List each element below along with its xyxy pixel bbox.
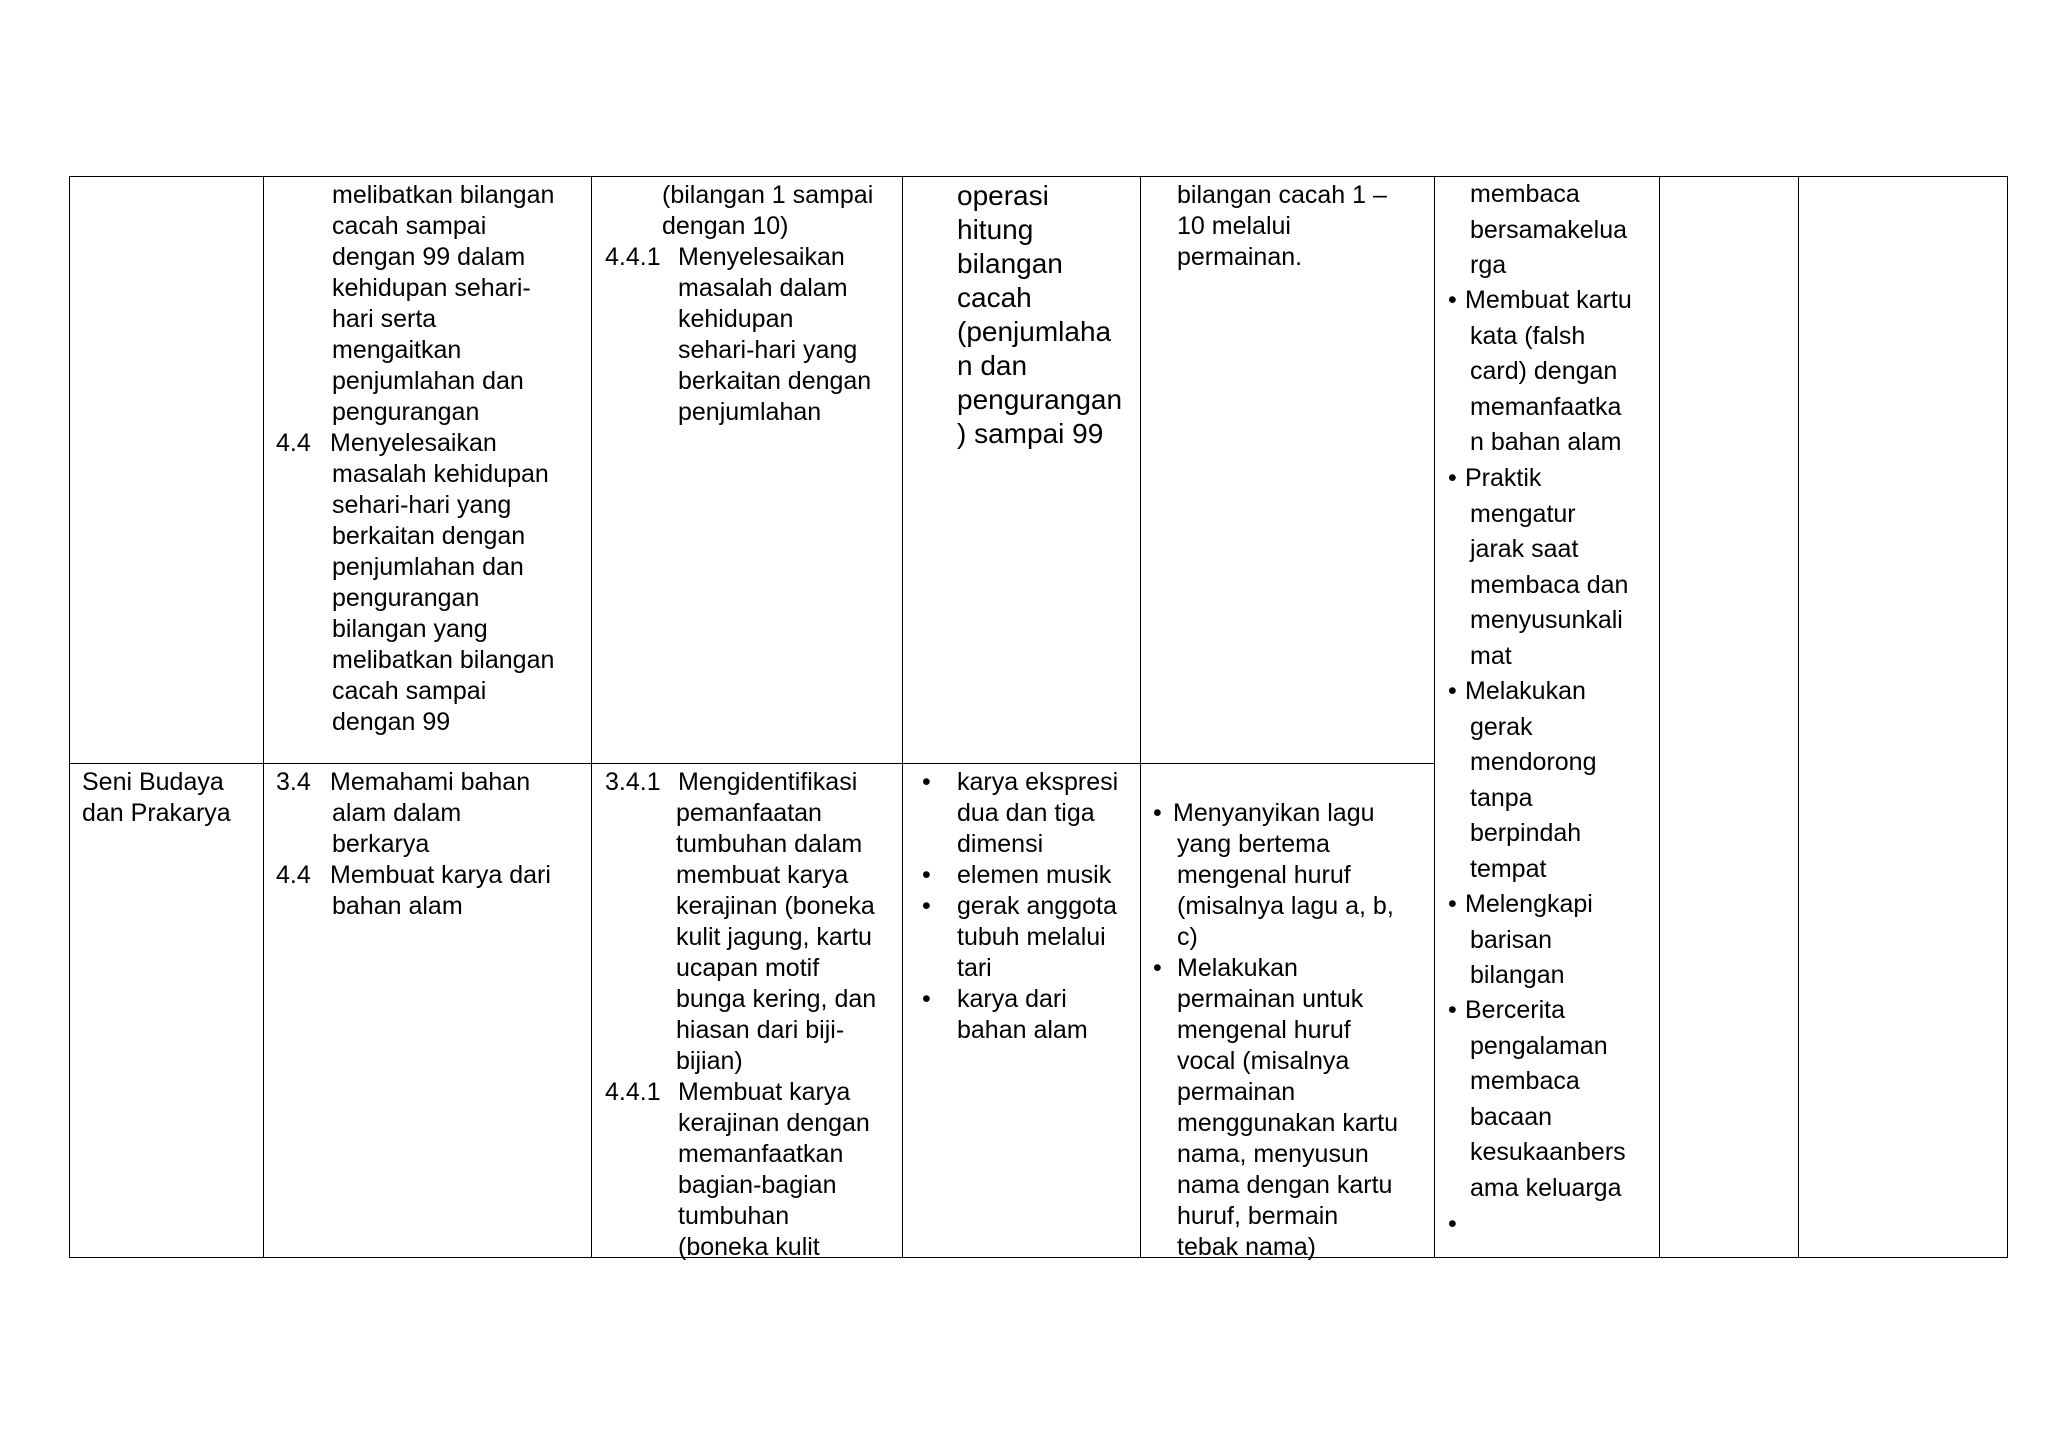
text-line: jarak saat xyxy=(1470,535,1579,564)
text-line: Menyelesaikan xyxy=(330,429,497,457)
text-line: melibatkan bilangan xyxy=(332,181,555,209)
col6-item xyxy=(1465,993,1626,1207)
text-line: mendorong xyxy=(1470,748,1597,777)
text-line: operasi xyxy=(957,180,1049,211)
text-line: pengalaman xyxy=(1470,1031,1608,1060)
row1-col4-text xyxy=(957,179,1122,451)
bullet-marker: • xyxy=(1448,996,1457,1024)
text-line: 10 melalui xyxy=(1177,212,1291,240)
competency-text xyxy=(330,860,551,922)
text-line: ama keluarga xyxy=(1470,1173,1622,1202)
text-line: kehidupan sehari- xyxy=(332,274,531,302)
text-line: mengenal huruf xyxy=(1177,861,1351,889)
text-line: tempat xyxy=(1470,854,1547,883)
text-line: Membuat karya xyxy=(678,1078,851,1106)
text-line: Membuat karya dari xyxy=(330,861,551,889)
material-item xyxy=(957,860,1111,891)
text-line: pemanfaatan xyxy=(676,799,822,827)
text-line: bilangan xyxy=(957,248,1063,279)
text-line: (bilangan 1 sampai xyxy=(662,181,874,209)
text-line: huruf, bermain xyxy=(1177,1202,1339,1230)
col6-item xyxy=(1465,461,1628,675)
text-line: Menyanyikan lagu xyxy=(1173,799,1375,827)
text-line: yang bertema xyxy=(1177,830,1330,858)
text-line: permainan xyxy=(1177,1078,1296,1106)
bullet-marker: • xyxy=(1448,677,1457,705)
text-line: kata (falsh xyxy=(1470,321,1586,350)
text-line: gerak xyxy=(1470,712,1533,741)
text-line: permainan. xyxy=(1177,243,1303,271)
text-line: (misalnya lagu a, b, xyxy=(1177,892,1394,920)
col6-item xyxy=(1465,283,1632,461)
text-line: dengan 99 xyxy=(332,708,451,736)
text-line: Mengidentifikasi xyxy=(678,768,858,796)
text-line: tebak nama) xyxy=(1177,1233,1316,1261)
row1-col3-text xyxy=(662,180,873,242)
text-line: Praktik xyxy=(1465,464,1542,492)
text-line: berpindah xyxy=(1470,819,1582,848)
text-line: hari serta xyxy=(332,305,437,333)
text-line: bacaan xyxy=(1470,1102,1553,1131)
text-line: masalah kehidupan xyxy=(332,460,549,488)
bullet-marker: • xyxy=(1153,954,1162,982)
text-line: sehari-hari yang xyxy=(678,336,858,364)
text-line: mengatur xyxy=(1470,499,1576,528)
text-line: Melengkapi xyxy=(1465,890,1593,918)
text-line: cacah sampai xyxy=(332,212,487,240)
text-line: cacah xyxy=(957,282,1032,313)
text-line: karya dari xyxy=(957,985,1067,1013)
text-line: bagian-bagian xyxy=(678,1171,837,1199)
column-divider xyxy=(1434,177,1435,1257)
text-line: tubuh melalui xyxy=(957,923,1106,951)
text-line: pengurangan xyxy=(332,398,480,426)
text-line: Bercerita xyxy=(1465,996,1566,1024)
bullet-marker: • xyxy=(922,985,931,1013)
text-line: tumbuhan dalam xyxy=(676,830,863,858)
col6-intro xyxy=(1470,177,1627,284)
text-line: (boneka kulit xyxy=(678,1233,820,1261)
text-line: dengan 10) xyxy=(662,212,789,240)
text-line: rga xyxy=(1470,251,1507,280)
text-line: dengan 99 dalam xyxy=(332,243,526,271)
text-line: berkarya xyxy=(332,830,430,858)
text-line: karya ekspresi xyxy=(957,768,1119,796)
text-line: n dan xyxy=(957,350,1028,381)
bullet-marker: • xyxy=(922,861,931,889)
text-line: hitung xyxy=(957,214,1034,245)
indicator-number: 3.4.1 xyxy=(605,768,661,796)
text-line: membaca dan xyxy=(1470,570,1629,599)
material-item xyxy=(957,767,1118,860)
bullet-marker: • xyxy=(922,768,931,796)
text-line: (penjumlaha xyxy=(957,316,1112,347)
column-divider xyxy=(1798,177,1799,1257)
column-divider xyxy=(1140,177,1141,1257)
text-line: alam dalam xyxy=(332,799,462,827)
bullet-marker: • xyxy=(1448,464,1457,492)
text-line: elemen musik xyxy=(957,861,1112,889)
text-line: kulit jagung, kartu xyxy=(676,923,872,951)
text-line: kehidupan xyxy=(678,305,794,333)
text-line: bahan alam xyxy=(957,1016,1088,1044)
text-line: penjumlahan dan xyxy=(332,553,524,581)
text-line: mengenal huruf xyxy=(1177,1016,1351,1044)
text-line: Melakukan xyxy=(1177,954,1298,982)
text-line: gerak anggota xyxy=(957,892,1117,920)
text-line: permainan untuk xyxy=(1177,985,1364,1013)
row1-col5-text xyxy=(1177,180,1387,273)
text-line: ) sampai 99 xyxy=(957,418,1104,449)
text-line: kerajinan dengan xyxy=(678,1109,870,1137)
text-line: tumbuhan xyxy=(678,1202,790,1230)
text-line: bersamakelua xyxy=(1470,215,1628,244)
competency-number: 4.4 xyxy=(276,861,311,889)
text-line: n bahan alam xyxy=(1470,428,1622,457)
text-line: Melakukan xyxy=(1465,677,1586,705)
lesson-plan-table xyxy=(69,176,2008,1261)
text-line: dua dan tiga xyxy=(957,799,1095,827)
text-line: c) xyxy=(1177,923,1198,951)
text-line: melibatkan bilangan xyxy=(332,646,555,674)
column-divider xyxy=(591,177,592,1257)
text-line: tari xyxy=(957,954,992,982)
text-line: bahan alam xyxy=(332,892,463,920)
subject-name xyxy=(82,767,231,829)
text-line: memanfaatkan xyxy=(678,1140,844,1168)
text-line: vocal (misalnya xyxy=(1177,1047,1350,1075)
text-line: pengurangan xyxy=(332,584,480,612)
text-line: penjumlahan dan xyxy=(332,367,524,395)
text-line: penjumlahan xyxy=(678,398,822,426)
text-line: menggunakan kartu xyxy=(1177,1109,1398,1137)
text-line: nama, menyusun xyxy=(1177,1140,1369,1168)
activity-item xyxy=(1177,953,1398,1263)
material-item xyxy=(957,891,1117,984)
text-line: membuat karya xyxy=(676,861,849,889)
text-line: Memahami bahan xyxy=(330,768,531,796)
indicator-text xyxy=(678,242,871,428)
indicator-text xyxy=(678,1077,870,1263)
text-line: tanpa xyxy=(1470,783,1533,812)
column-divider xyxy=(1659,177,1660,1257)
text-line: kesukaanbers xyxy=(1470,1138,1626,1167)
column-divider xyxy=(263,177,264,1257)
competency-number: 3.4 xyxy=(276,768,311,796)
text-line: bunga kering, dan xyxy=(676,985,877,1013)
text-line: memanfaatka xyxy=(1470,392,1622,421)
bullet-marker: • xyxy=(1153,799,1162,827)
text-line: berkaitan dengan xyxy=(332,522,526,550)
competency-number: 4.4 xyxy=(276,429,311,457)
row-divider xyxy=(70,763,1434,764)
text-line: masalah dalam xyxy=(678,274,848,302)
text-line: bilangan cacah 1 – xyxy=(1177,181,1387,209)
activity-item xyxy=(1173,798,1394,953)
bullet-marker: • xyxy=(1448,1210,1457,1238)
text-line: menyusunkali xyxy=(1470,606,1623,635)
competency-text xyxy=(330,767,530,860)
indicator-number: 4.4.1 xyxy=(605,1078,661,1106)
text-line: kerajinan (boneka xyxy=(676,892,875,920)
text-line: bijian) xyxy=(676,1047,743,1075)
text-line: Membuat kartu xyxy=(1465,286,1632,314)
bullet-marker: • xyxy=(1448,890,1457,918)
competency-text xyxy=(330,428,554,738)
text-line: pengurangan xyxy=(957,384,1123,415)
row1-col2-text xyxy=(332,180,554,428)
text-line: mat xyxy=(1470,641,1512,670)
text-line: ucapan motif xyxy=(676,954,820,982)
material-item xyxy=(957,984,1088,1046)
text-line: barisan xyxy=(1470,925,1552,954)
indicator-number: 4.4.1 xyxy=(605,243,661,271)
col6-item xyxy=(1465,674,1596,888)
text-line: card) dengan xyxy=(1470,357,1618,386)
text-line: hiasan dari biji- xyxy=(676,1016,845,1044)
text-line: mengaitkan xyxy=(332,336,462,364)
text-line: bilangan yang xyxy=(332,615,488,643)
bullet-marker: • xyxy=(1448,286,1457,314)
bullet-marker: • xyxy=(922,892,931,920)
text-line: bilangan xyxy=(1470,961,1565,990)
column-divider xyxy=(902,177,903,1257)
text-line: Seni Budaya xyxy=(82,768,224,796)
text-line: dan Prakarya xyxy=(82,799,231,827)
col6-item xyxy=(1465,887,1593,994)
text-line: nama dengan kartu xyxy=(1177,1171,1393,1199)
text-line: Menyelesaikan xyxy=(678,243,845,271)
text-line: cacah sampai xyxy=(332,677,487,705)
indicator-text xyxy=(676,767,876,1077)
text-line: membaca xyxy=(1470,180,1580,208)
text-line: sehari-hari yang xyxy=(332,491,512,519)
text-line: dimensi xyxy=(957,830,1044,858)
text-line: berkaitan dengan xyxy=(678,367,872,395)
text-line: membaca xyxy=(1470,1067,1580,1096)
